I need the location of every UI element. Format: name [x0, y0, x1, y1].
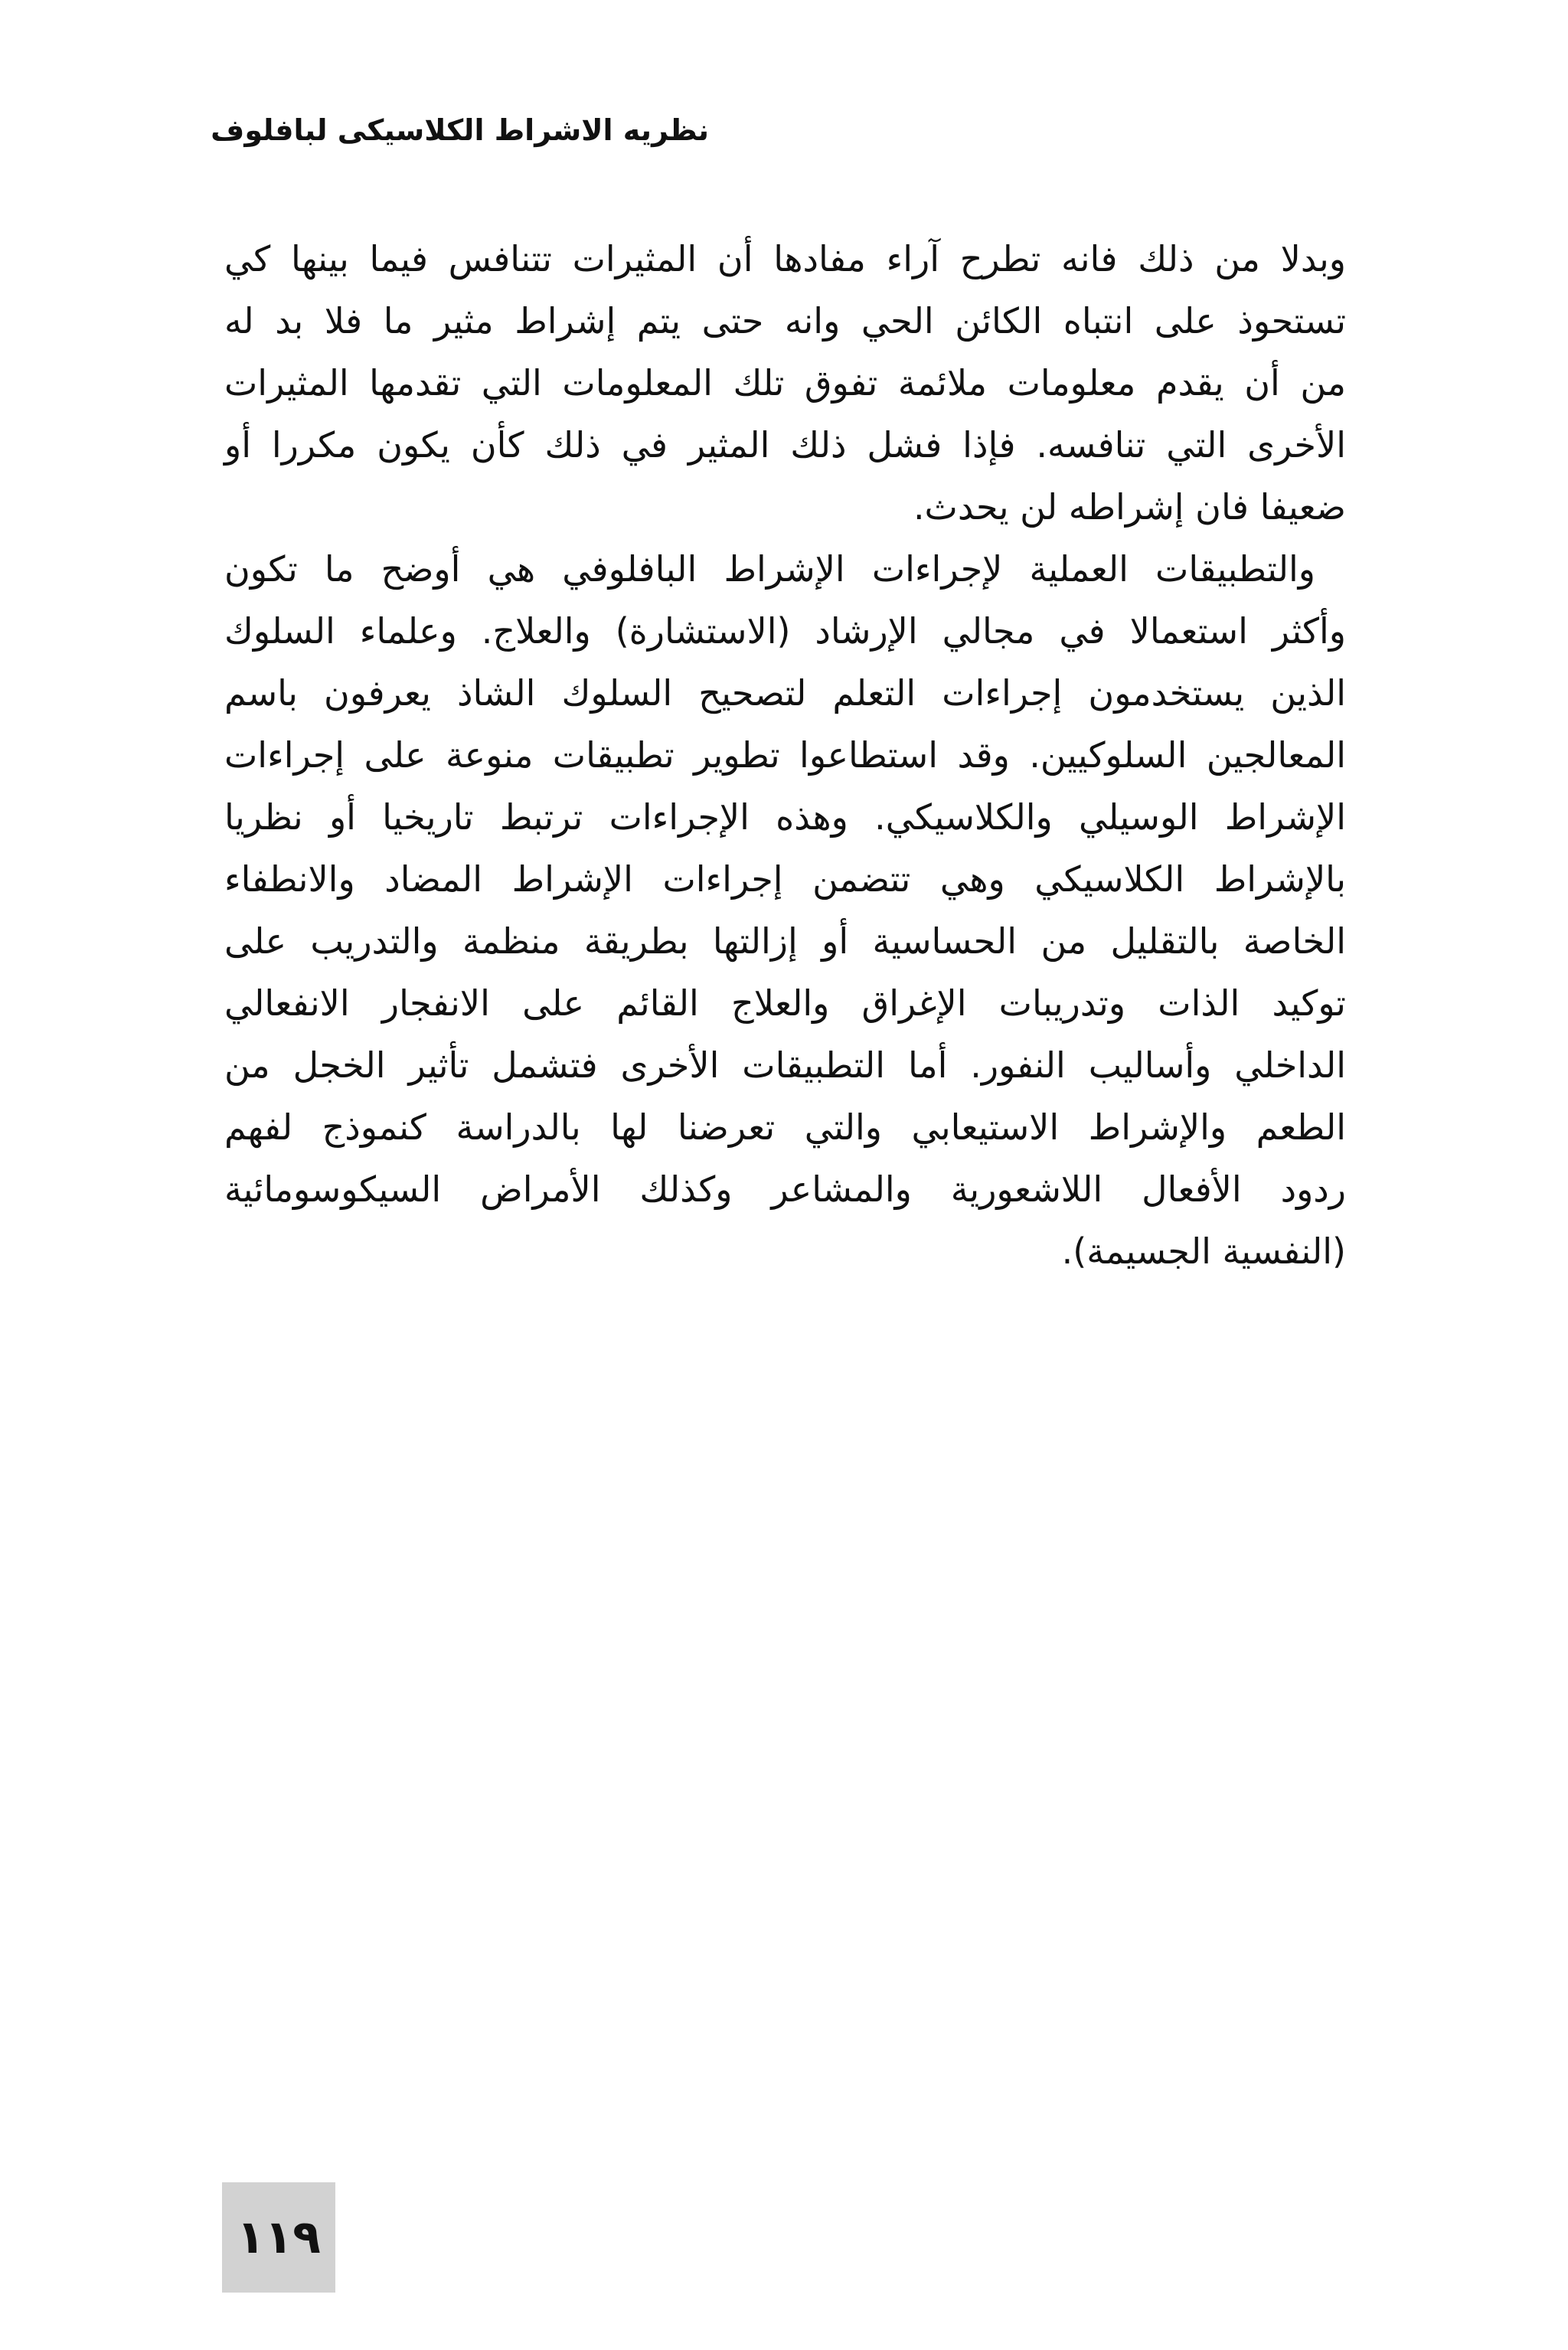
paragraph-2: [224, 538, 1346, 1283]
running-header: نظريه الاشراط الكلاسيكى لبافلوف: [211, 113, 709, 147]
text-line: بالإشراط الكلاسيكي وهي تتضمن إجراءات الإشراط المضاد والانطفاء: [224, 858, 1346, 900]
paragraph-1: [224, 228, 1346, 538]
text-line: ردود الأفعال اللاشعورية والمشاعر وكذلك الأمراض السيكوسومائية: [224, 1168, 1346, 1210]
text-line: الأخرى التي تنافسه. فإذا فشل ذلك المثير في ذلك كأن يكون مكررا أو: [224, 424, 1346, 466]
text-line: ضعيفا فان إشراطه لن يحدث.: [913, 486, 1346, 528]
page-number-box: [222, 2182, 335, 2293]
page-number: ١١٩: [237, 2211, 321, 2264]
text-line: (النفسية الجسيمة).: [1061, 1231, 1346, 1272]
text-line: وبدلا من ذلك فانه تطرح آراء مفادها أن المثيرات تتنافس فيما بينها كي: [224, 238, 1346, 279]
text-line: وأكثر استعمالا في مجالي الإرشاد (الاستشارة) والعلاج. وعلماء السلوك: [224, 610, 1346, 652]
text-line: الإشراط الوسيلي والكلاسيكي. وهذه الإجراءات ترتبط تاريخيا أو نظريا: [224, 796, 1346, 838]
text-line: الداخلي وأساليب النفور. أما التطبيقات الأخرى فتشمل تأثير الخجل من: [224, 1044, 1346, 1086]
body-text: [224, 228, 1346, 1283]
text-line: الذين يستخدمون إجراءات التعلم لتصحيح السلوك الشاذ يعرفون باسم: [224, 672, 1346, 714]
text-line: تستحوذ على انتباه الكائن الحي وانه حتى يتم إشراط مثير ما فلا بد له: [224, 300, 1346, 342]
text-line: المعالجين السلوكيين. وقد استطاعوا تطوير تطبيقات منوعة على إجراءات: [224, 734, 1346, 776]
text-line: من أن يقدم معلومات ملائمة تفوق تلك المعلومات التي تقدمها المثيرات: [224, 362, 1346, 404]
text-line: الطعم والإشراط الاستيعابي والتي تعرضنا لها بالدراسة كنموذج لفهم: [224, 1106, 1346, 1148]
text-line: توكيد الذات وتدريبات الإغراق والعلاج القائم على الانفجار الانفعالي: [224, 982, 1346, 1024]
text-line: والتطبيقات العملية لإجراءات الإشراط البافلوفي هي أوضح ما تكون: [224, 548, 1315, 590]
text-line: الخاصة بالتقليل من الحساسية أو إزالتها بطريقة منظمة والتدريب على: [224, 920, 1346, 962]
